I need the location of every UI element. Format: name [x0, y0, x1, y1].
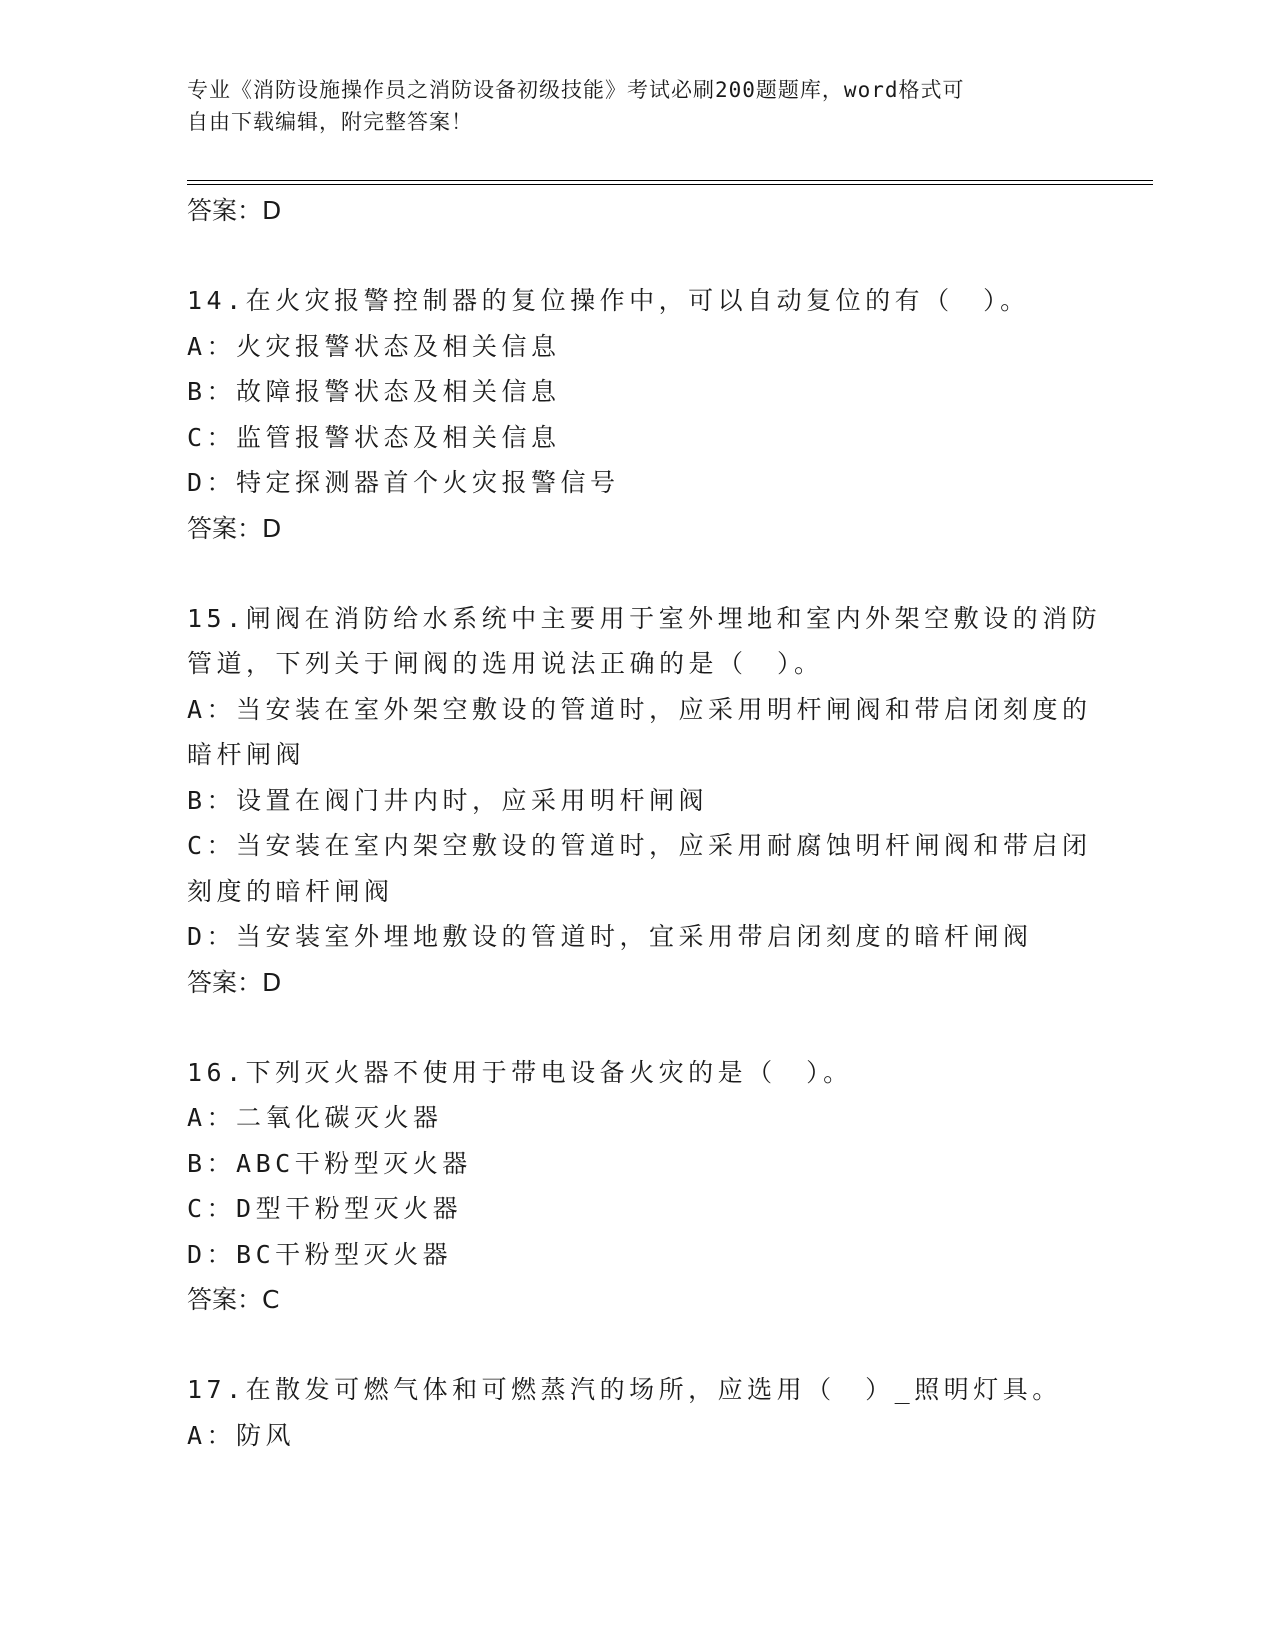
header-line-2: 自由下载编辑，附完整答案！ — [187, 110, 473, 134]
option-a: A：防风 — [187, 1420, 296, 1450]
option-d: D：特定探测器首个火灾报警信号 — [187, 468, 620, 497]
option-d: D：当安装室外埋地敷设的管道时，宜采用带启闭刻度的暗杆闸阀 — [187, 922, 1033, 951]
question-block — [187, 278, 1087, 552]
question-block — [187, 596, 1102, 1006]
question-text: 17.在散发可燃气体和可燃蒸汽的场所，应选用（ ）_照明灯具。 — [187, 1375, 1062, 1404]
question-text: 15.闸阀在消防给水系统中主要用于室外埋地和室内外架空敷设的消防 — [187, 603, 1102, 633]
answer-line: 答案：D — [187, 513, 282, 543]
header-line-1: 专业《消防设施操作员之消防设备初级技能》考试必刷200题题库，word格式可 — [187, 78, 965, 102]
question-text-continued: 管道，下列关于闸阀的选用说法正确的是（ ）。 — [187, 649, 824, 678]
option-a: A：火灾报警状态及相关信息 — [187, 331, 561, 361]
question-content — [187, 188, 1102, 1458]
option-c-continued: 刻度的暗杆闸阀 — [187, 876, 394, 906]
page-header — [187, 74, 1067, 138]
header-divider-top — [187, 180, 1153, 181]
answer-line: 答案：C — [187, 1285, 280, 1314]
option-b: B：ABC干粉型灭火器 — [187, 1148, 472, 1178]
answer-line: 答案：D — [187, 196, 282, 225]
option-b: B：设置在阀门井内时，应采用明杆闸阀 — [187, 785, 709, 815]
question-text: 14.在火灾报警控制器的复位操作中，可以自动复位的有（ ）。 — [187, 286, 1030, 315]
header-divider-bottom — [187, 184, 1153, 185]
option-c: C：监管报警状态及相关信息 — [187, 422, 561, 452]
option-a: A：二氧化碳灭火器 — [187, 1103, 443, 1132]
question-block — [187, 1050, 1087, 1324]
option-c: C：当安装在室内架空敷设的管道时，应采用耐腐蚀明杆闸阀和带启闭 — [187, 831, 1092, 860]
option-d: D：BC干粉型灭火器 — [187, 1239, 453, 1269]
option-a: A：当安装在室外架空敷设的管道时，应采用明杆闸阀和带启闭刻度的 — [187, 694, 1092, 724]
question-text: 16.下列灭火器不使用于带电设备火灾的是（ ）。 — [187, 1057, 853, 1087]
option-a-continued: 暗杆闸阀 — [187, 740, 306, 769]
option-b: B：故障报警状态及相关信息 — [187, 377, 561, 406]
option-c: C：D型干粉型灭火器 — [187, 1194, 463, 1223]
question-block — [187, 1367, 1087, 1458]
answer-line: 答案：D — [187, 967, 282, 997]
